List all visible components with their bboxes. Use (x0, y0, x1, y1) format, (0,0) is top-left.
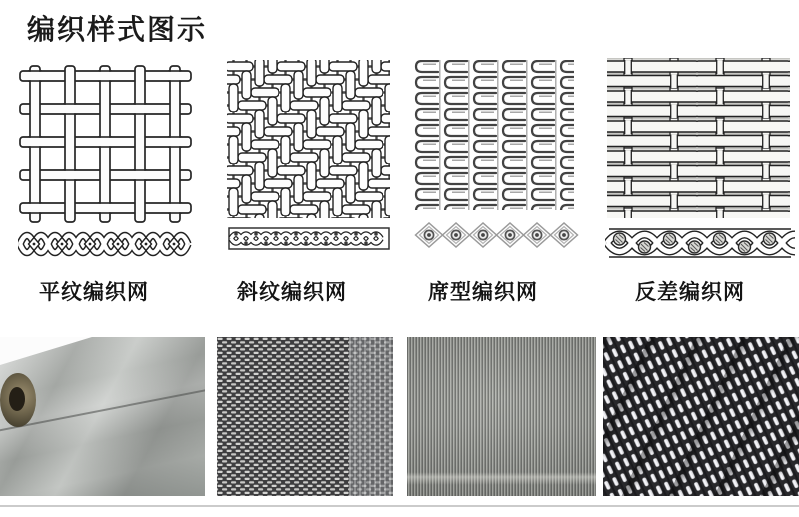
reverse-dutch-weave-diagram (605, 58, 795, 263)
reverse-dutch-cross-section (607, 229, 795, 257)
dutch-weave-cross-section (416, 223, 578, 247)
page-title: 编织样式图示 (27, 14, 208, 45)
label-dutch-weave: 席型编织网 (428, 281, 538, 304)
reverse-dutch-weave-photo (603, 337, 799, 496)
twill-weave-cross-section (229, 228, 389, 249)
diagonal-shadow-bands (603, 337, 799, 496)
mesh-roll-core (0, 373, 36, 427)
label-reverse-dutch-weave: 反差编织网 (635, 281, 745, 304)
dutch-weave-photo (407, 337, 596, 496)
label-twill-weave: 斜纹编织网 (237, 281, 347, 304)
roll-core-hole (9, 387, 25, 411)
twill-weave-photo (217, 337, 393, 496)
plain-weave-cross-section (20, 236, 188, 253)
dutch-weave-diagram (412, 58, 582, 258)
lighter-selvedge-band (349, 337, 393, 496)
plain-weave-diagram (18, 62, 193, 262)
plain-weave-photo (0, 337, 205, 496)
bottom-divider-line (0, 505, 799, 507)
twill-weave-diagram (227, 60, 392, 255)
label-plain-weave: 平纹编织网 (39, 281, 149, 304)
